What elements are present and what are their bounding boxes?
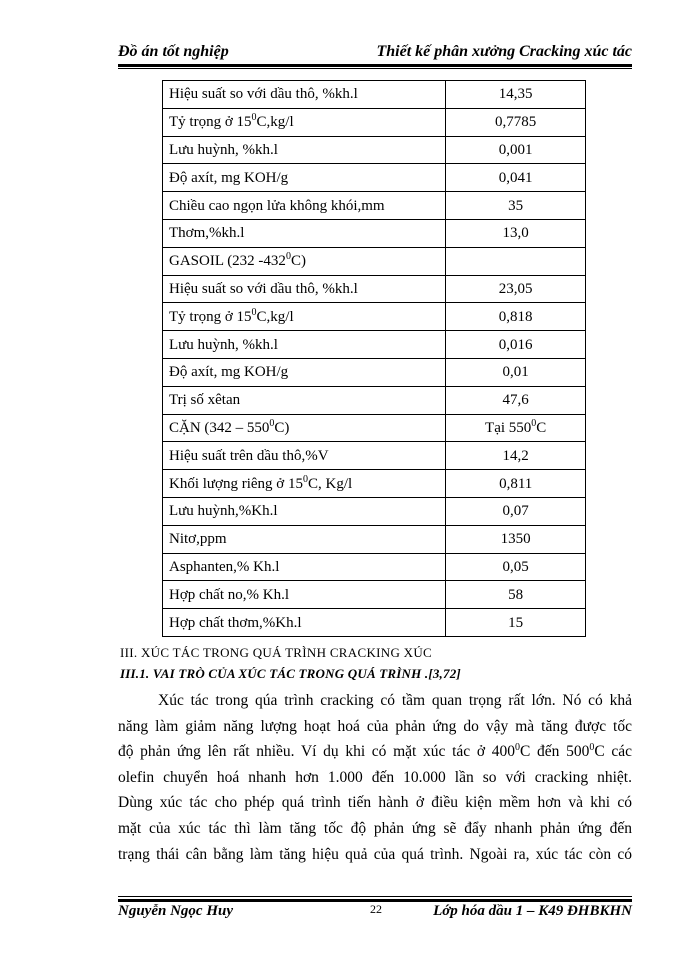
- footer-class: Lớp hóa dầu 1 – K49 ĐHBKHN: [433, 903, 632, 919]
- property-label: Lưu huỳnh,%Kh.l: [163, 497, 446, 525]
- table-row: [163, 525, 586, 553]
- page-header: [118, 42, 632, 64]
- header-right: Thiết kế phân xưởng Cracking xúc tác: [376, 43, 632, 60]
- property-value: 0,07: [446, 497, 586, 525]
- property-value: 35: [446, 192, 586, 220]
- table-row: [163, 331, 586, 359]
- paragraph-line: trạng thái cân bằng làm tăng hiệu quả của quá trình. Ngoài ra, xúc tác còn có: [118, 845, 632, 863]
- property-label: CẶN $(342 - 550^0C)$: [163, 414, 446, 442]
- property-value: 0,041: [446, 164, 586, 192]
- header-left: Đồ án tốt nghiệp: [118, 43, 229, 60]
- table-row: [163, 164, 586, 192]
- property-label: Tỷ trọng ở $15^0C,kg/l$: [163, 303, 446, 331]
- property-value: 47,6: [446, 386, 586, 414]
- property-label: Độ axít, mg KOH/g: [163, 358, 446, 386]
- property-label: Asphanten,% Kh.l: [163, 553, 446, 581]
- paragraph-line: độ phản ứng lên rất nhiều. Ví dụ khi có mặt xúc tác ở $400^0C$ đến $500^0C$ các: [118, 742, 633, 761]
- property-label: Trị số xêtan: [163, 386, 446, 414]
- property-value: 15: [446, 609, 586, 637]
- property-value: 0,001: [446, 136, 586, 164]
- property-label: GASOIL (232 $-432^0C$): [163, 247, 446, 275]
- paragraph-line: olefin chuyển hoá nhanh hơn 1.000 đến 10.000 lần so với cracking nhiệt.: [118, 768, 632, 786]
- property-label: Hiệu suất so với dầu thô, %kh.l: [163, 275, 446, 303]
- property-label: Lưu huỳnh, %kh.l: [163, 136, 446, 164]
- property-value: 0,7785: [446, 108, 586, 136]
- property-label: Khối lượng riêng ở $15^0C$, Kg/l: [163, 470, 446, 498]
- properties-table: [162, 80, 586, 637]
- table-row: [163, 81, 586, 109]
- property-label: Độ axít, mg KOH/g: [163, 164, 446, 192]
- property-value: [446, 247, 586, 275]
- page-number: 22: [370, 902, 382, 916]
- table-row: [163, 497, 586, 525]
- property-label: Hợp chất no,% Kh.l: [163, 581, 446, 609]
- property-value: 14,35: [446, 81, 586, 109]
- paragraph-line: Dùng xúc tác cho phép quá trình tiến hành ở điều kiện mềm hơn và khi có: [118, 794, 632, 812]
- section-heading: III. XÚC TÁC TRONG QUÁ TRÌNH CRACKING XÚC: [120, 645, 433, 660]
- property-value: 1350: [446, 525, 586, 553]
- table-row: [163, 108, 586, 136]
- header-rule-thin: [118, 68, 632, 69]
- property-value: Tại $550^0C$: [446, 414, 586, 442]
- property-value: 0,818: [446, 303, 586, 331]
- body-paragraph: [118, 688, 632, 867]
- property-value: 0,05: [446, 553, 586, 581]
- header-rule-thick: [118, 64, 632, 67]
- paragraph-line: năng làm giảm năng lượng hoạt hoá của phản ứng do vậy mà tăng được tốc: [118, 717, 632, 735]
- property-label: Nitơ,ppm: [163, 525, 446, 553]
- property-label: Thơm,%kh.l: [163, 219, 446, 247]
- table-row: [163, 386, 586, 414]
- property-label: Hiệu suất trên dầu thô,%V: [163, 442, 446, 470]
- table-row: [163, 219, 586, 247]
- property-label: Hiệu suất so với dầu thô, %kh.l: [163, 81, 446, 109]
- footer-rule-thin: [118, 896, 632, 897]
- table-row: [163, 553, 586, 581]
- footer-author: Nguyễn Ngọc Huy: [118, 903, 233, 919]
- section-subheading: III.1. VAI TRÒ CỦA XÚC TÁC TRONG QUÁ TRÌNH .[3,72]: [120, 666, 461, 681]
- table-row: [163, 136, 586, 164]
- table-row: [163, 581, 586, 609]
- property-label: Lưu huỳnh, %kh.l: [163, 331, 446, 359]
- property-label: Chiều cao ngọn lửa không khói,mm: [163, 192, 446, 220]
- property-value: 13,0: [446, 219, 586, 247]
- table-row: [163, 442, 586, 470]
- table-row: [163, 303, 586, 331]
- property-value: 23,05: [446, 275, 586, 303]
- table-row: [163, 358, 586, 386]
- property-value: 0,811: [446, 470, 586, 498]
- property-label: Tỷ trọng ở $15^0C,kg/l$: [163, 108, 446, 136]
- property-value: 58: [446, 581, 586, 609]
- property-value: 0,016: [446, 331, 586, 359]
- paragraph-line: mặt của xúc tác thì làm tăng tốc độ phản ứng sẽ đẩy nhanh phản ứng đến: [118, 819, 632, 837]
- table-row: [163, 609, 586, 637]
- table-row: [163, 470, 586, 498]
- table-row: [163, 414, 586, 442]
- property-value: 0,01: [446, 358, 586, 386]
- paragraph-line: Xúc tác trong qúa trình cracking có tầm quan trọng rất lớn. Nó có khả: [158, 692, 632, 709]
- table-row: [163, 275, 586, 303]
- property-label: Hợp chất thơm,%Kh.l: [163, 609, 446, 637]
- table-row: [163, 192, 586, 220]
- table-row: [163, 247, 586, 275]
- property-value: 14,2: [446, 442, 586, 470]
